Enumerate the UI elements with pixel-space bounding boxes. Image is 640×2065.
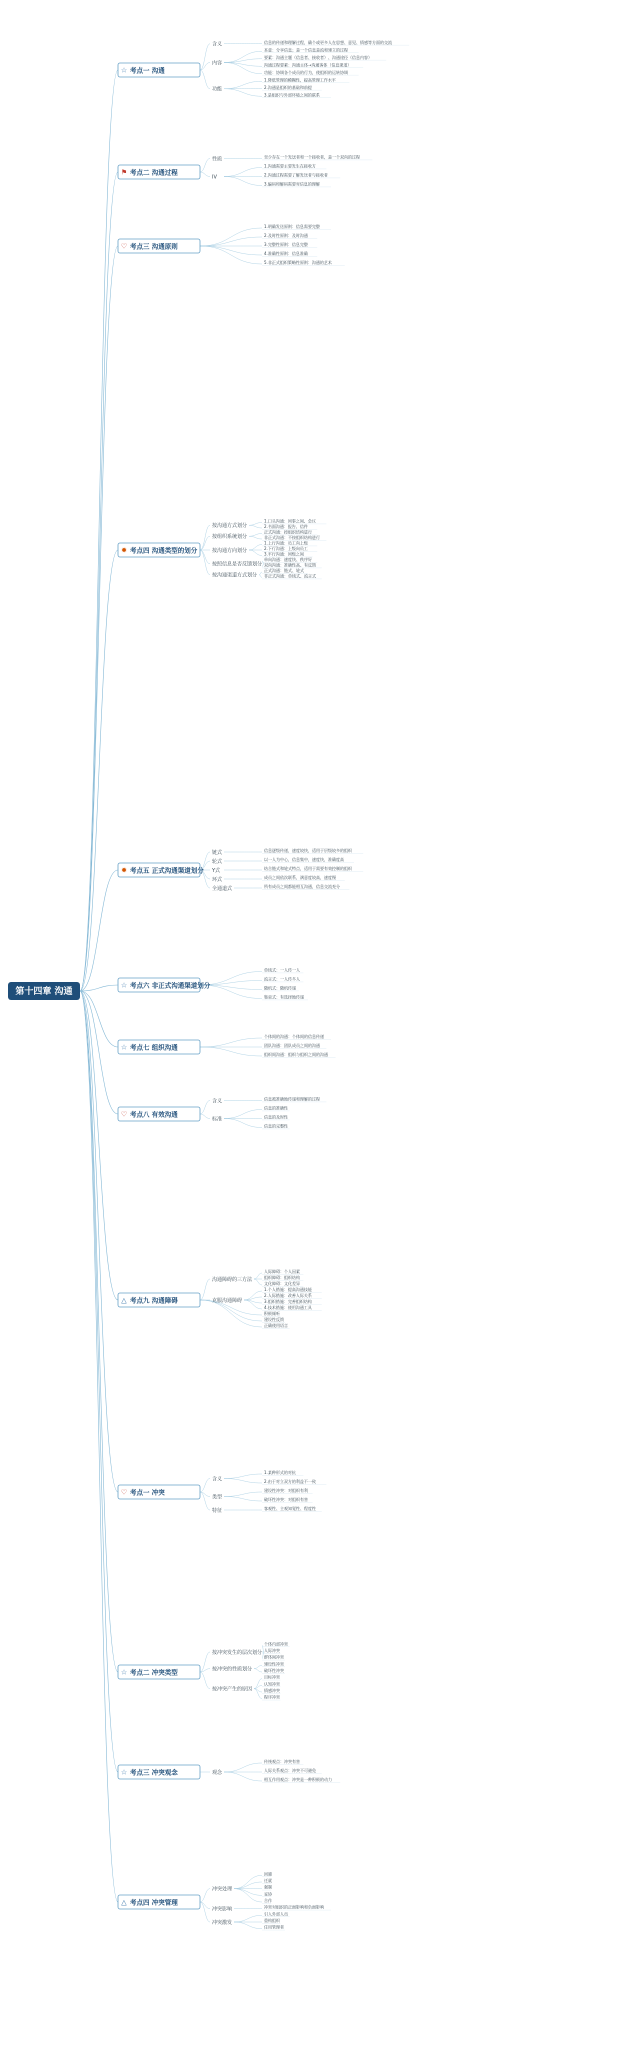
link (224, 177, 262, 186)
leaf-item: 信息被准确地传递和理解的过程 (264, 1096, 320, 1102)
star-icon: ☆ (120, 1043, 128, 1052)
leaf-item: 1.明确发送原则：信息需要完整 (264, 224, 320, 229)
section-node[interactable] (118, 239, 200, 253)
leaf-item: 信息的传递和理解过程，确个或更多人在思想、意见、情感等方面的交流 (264, 39, 392, 45)
heart-icon: ♡ (120, 1488, 128, 1497)
section-node[interactable] (118, 1665, 200, 1679)
leaf-item: 3.平行沟通：同级之间 (264, 551, 304, 557)
link (200, 70, 210, 89)
leaf-item: 信息的准确性 (264, 1105, 288, 1111)
link (249, 534, 262, 537)
group-label: Y式 (212, 867, 221, 874)
leaf-item: 建设性反馈 (264, 1317, 284, 1322)
leaf-item: 3.编码和解码需要对信息的理解 (264, 181, 320, 187)
leaf-item: 4.准确性原则：信息准确 (264, 251, 308, 256)
link (200, 1114, 210, 1119)
section-title: 考点六 非正式沟通渠道划分 (130, 981, 211, 990)
section-node[interactable] (118, 978, 211, 992)
section-title: 考点一 沟通 (130, 66, 165, 75)
leaf-item: 1.个人措施：提高沟通技能 (264, 1287, 312, 1292)
leaf-item: 破坏性冲突 (264, 1668, 284, 1673)
leaf-item: 回避 (264, 1871, 272, 1877)
leaf-item: 1.沟通需要主要发生在接收方 (264, 163, 316, 169)
leaf-item: 冲突对组织的正面影响和负面影响 (264, 1904, 324, 1910)
heart-icon: ♡ (120, 1110, 128, 1119)
leaf-item: 程序冲突 (264, 1694, 280, 1700)
leaf-item: 人际关系观点：冲突不可避免 (264, 1768, 316, 1773)
leaf-item: 成员之间依次联系，满意度较高，速度慢 (264, 875, 336, 880)
group-label: 特征 (212, 1507, 223, 1514)
group-label: 功能 (212, 86, 223, 93)
leaf-item: 2.下行沟通：上级向员工 (264, 546, 308, 551)
mind-map-nodes (118, 39, 392, 1930)
group-label: 按组织系统划分 (212, 534, 248, 541)
link (200, 1279, 210, 1300)
leaf-item: 正式沟通：按组织结构进行 (264, 529, 312, 535)
star-icon: ☆ (120, 1668, 128, 1677)
link (200, 237, 262, 246)
link (234, 1915, 262, 1922)
link (249, 525, 262, 528)
link (200, 172, 210, 177)
group-label: 观念 (212, 1769, 223, 1776)
section-node[interactable] (118, 165, 200, 179)
group-label: 类型 (212, 1494, 223, 1501)
section-title: 考点三 沟通原则 (130, 242, 178, 251)
link (249, 523, 262, 526)
link (259, 575, 262, 578)
leaf-item: 正确使用语言 (264, 1323, 288, 1328)
leaf-item: 要素：沟通主题（信息者、接收者）、沟通途径（信息内容） (264, 54, 372, 60)
link (234, 1882, 262, 1889)
link (80, 991, 118, 1492)
leaf-item: 信息逐级传递，速度较快，适用于层级较多的组织 (264, 848, 352, 853)
leaf-item: 双向沟通：准确性高、有反馈 (264, 562, 316, 568)
link (259, 572, 262, 575)
link (234, 1889, 262, 1896)
link (200, 159, 210, 173)
section-title: 考点八 有效沟通 (130, 1110, 178, 1119)
link (200, 1889, 210, 1902)
leaf-item: 客观性、主观知觉性、程度性 (264, 1506, 316, 1511)
leaf-item: 个体间的沟通：个体间的信息传递 (264, 1034, 324, 1039)
section-node[interactable] (118, 543, 200, 557)
leaf-item: 组织障碍：组织结构 (264, 1275, 300, 1280)
leaf-item: 积极倾听 (264, 1311, 280, 1316)
group-label: 标准 (212, 1116, 223, 1123)
link (80, 172, 118, 991)
link (224, 1119, 262, 1128)
leaf-item: 2.人际措施：改善人际关系 (264, 1293, 312, 1298)
leaf-item: 5.非正式组织策略性原则：沟通的艺术 (264, 260, 332, 265)
star-icon: ☆ (120, 981, 128, 990)
leaf-item: 正式沟通：链式、轮式 (264, 568, 304, 573)
link (254, 1665, 262, 1668)
link (200, 1479, 210, 1493)
group-label: 全通道式 (212, 885, 233, 892)
group-label: 链式 (212, 849, 223, 856)
link (254, 1273, 262, 1279)
leaf-item: 人际障碍：个人因素 (264, 1269, 300, 1274)
leaf-item: 本意：分享信息；是一个信息是流和建立的过程 (264, 47, 348, 53)
link (200, 1101, 210, 1115)
link (80, 70, 118, 991)
leaf-item: 3.组织措施：完善组织结构 (264, 1299, 312, 1304)
leaf-item: 情感冲突 (264, 1688, 280, 1693)
link (224, 1474, 262, 1479)
leaf-item: 建设性冲突 (264, 1661, 284, 1667)
leaf-item: 非正式沟通：不按组织结构进行 (264, 535, 320, 540)
leaf-item: 认知冲突 (264, 1681, 280, 1687)
mountain-icon: △ (121, 1296, 127, 1305)
leaf-item: 相互作用观点：冲突是一种积极的动力 (264, 1777, 332, 1782)
link (224, 89, 262, 97)
leaf-item: 至少存在一个发送者和一个接收者，是一个双向的过程 (264, 154, 360, 160)
group-label: 冲突处理 (212, 1886, 233, 1893)
section-node[interactable] (118, 63, 200, 77)
mountain-icon: △ (121, 1898, 127, 1907)
leaf-item: 信息的及时性 (264, 1114, 288, 1120)
link (224, 168, 262, 177)
link (224, 81, 262, 89)
link (234, 1922, 262, 1929)
link (254, 1279, 262, 1285)
leaf-item: 1.某种形式的对抗 (264, 1470, 296, 1475)
section-title: 考点四 冲突管理 (130, 1898, 178, 1907)
leaf-item: 任用管理者 (264, 1924, 284, 1930)
leaf-item: 2.由于对立双方的利益不一致 (264, 1479, 316, 1484)
group-label: 按沟通方式划分 (212, 523, 248, 530)
link (224, 1492, 262, 1497)
group-label: 冲突影响 (212, 1906, 233, 1913)
section-title: 考点四 沟通类型的划分 (130, 546, 198, 555)
group-label: 沟通障碍的三方法 (212, 1276, 253, 1283)
link (200, 246, 262, 264)
section-node[interactable] (118, 863, 204, 877)
link (234, 1889, 262, 1902)
fire-icon: ✹ (121, 546, 127, 555)
section-title: 考点九 沟通障碍 (130, 1296, 178, 1305)
leaf-item: 4.技术措施：使用沟通工具 (264, 1305, 312, 1310)
leaf-item: 集束式：有选择地传递 (264, 994, 304, 1000)
leaf-item: 重构组织 (264, 1918, 280, 1923)
link (80, 991, 118, 1672)
leaf-item: 群体间冲突 (264, 1654, 284, 1660)
link (200, 1902, 210, 1922)
leaf-item: 信息的完整性 (264, 1123, 288, 1129)
link (224, 1110, 262, 1119)
link (200, 1047, 262, 1056)
link (80, 991, 118, 1300)
section-title: 考点三 冲突观念 (130, 1768, 178, 1777)
link (200, 1038, 262, 1047)
leaf-item: 人际冲突 (264, 1648, 280, 1653)
leaf-item: 3.是组织与外部环境之间的联系 (264, 92, 320, 98)
leaf-item: 非正式沟通：单线式、流言式 (264, 573, 316, 579)
leaf-item: 3.完整性原则：信息完整 (264, 242, 308, 247)
leaf-item: 2.沟通过程需要了解发送者与接收者 (264, 172, 328, 178)
leaf-item: 合作 (264, 1898, 272, 1903)
leaf-item: 团队沟通：团队成员之间的沟通 (264, 1043, 320, 1048)
group-label: 轮式 (212, 858, 223, 865)
section-node[interactable] (118, 1485, 200, 1499)
link (254, 1669, 262, 1672)
link (80, 985, 118, 991)
leaf-item: 个体内部冲突 (264, 1641, 288, 1647)
link (249, 550, 262, 556)
group-label: 按沟通方向划分 (212, 547, 248, 554)
link (234, 1875, 262, 1888)
flag-icon: ⚑ (120, 168, 128, 177)
link (200, 1492, 210, 1510)
link (200, 550, 210, 575)
leaf-item: 妥协 (264, 1891, 272, 1897)
link (200, 1672, 210, 1689)
star-icon: ☆ (120, 1768, 128, 1777)
section-node[interactable] (118, 1765, 200, 1779)
leaf-item: 2.沟通是组织的基础和前提 (264, 84, 312, 90)
link (200, 525, 210, 550)
leaf-item: 随机式：随机传递 (264, 985, 296, 991)
leaf-item: 组织间沟通：组织与组织之间的沟通 (264, 1052, 328, 1057)
link (224, 1772, 262, 1781)
leaf-item: 所有成员之间都能相互沟通，信息交流充分 (264, 884, 340, 889)
section-title: 考点七 组织沟通 (130, 1043, 178, 1052)
group-label: 含义 (212, 1098, 223, 1105)
section-node[interactable] (118, 1040, 200, 1054)
root-node[interactable] (8, 982, 80, 1000)
group-label: 内容 (212, 60, 223, 67)
root-title: 第十四章 沟通 (15, 987, 73, 997)
leaf-item: 强制 (264, 1884, 272, 1890)
section-title: 考点二 沟通过程 (130, 168, 178, 177)
link (80, 246, 118, 991)
leaf-item: 1.上行沟通：员工向上级 (264, 540, 308, 546)
leaf-item: 功能：协调各个成员的行为，使组织的运转协调 (264, 69, 348, 75)
leaf-item: 单向沟通：速度快、秩序好 (264, 557, 312, 562)
link (80, 870, 118, 991)
section-node[interactable] (118, 1293, 200, 1307)
group-label: 含义 (212, 41, 223, 48)
leaf-item: 2.及时性原则：及时沟通 (264, 233, 308, 238)
leaf-item: 单线式：一人传一人 (264, 967, 300, 973)
section-title: 考点五 正式沟通渠道划分 (130, 866, 204, 875)
link (224, 1763, 262, 1772)
leaf-item: 迁就 (264, 1878, 272, 1883)
leaf-item: 传统观点：冲突有害 (264, 1759, 300, 1764)
group-label: 按冲突的性质划分 (212, 1666, 253, 1673)
group-label: 含义 (212, 1476, 223, 1483)
leaf-item: 1.口头沟通：同事之间、会议 (264, 518, 316, 524)
leaf-item: 1.降低管理的模糊性，提高管理工作水平 (264, 77, 336, 83)
star-icon: ☆ (120, 66, 128, 75)
link (200, 246, 262, 255)
fire-icon: ✹ (121, 866, 127, 875)
link (249, 545, 262, 551)
leaf-item: 流言式：一人传多人 (264, 976, 300, 982)
group-label: 克服沟通障碍 (212, 1297, 243, 1304)
leaf-item: 破坏性冲突：对组织有害 (264, 1497, 308, 1502)
leaf-item: 以一人为中心，信息集中，速度快，准确度高 (264, 857, 344, 862)
group-label: 冲突激发 (212, 1919, 233, 1926)
heart-icon: ♡ (120, 242, 128, 251)
group-label: 环式 (212, 876, 223, 883)
link (80, 991, 118, 1902)
group-label: 按照信息是否反馈划分 (212, 561, 263, 568)
link (224, 1497, 262, 1502)
leaf-item: 文化障碍：文化差异 (264, 1281, 300, 1286)
group-label: 按冲突发生的层次划分 (212, 1649, 263, 1656)
section-node[interactable] (118, 1895, 200, 1909)
group-label: IV (212, 174, 217, 181)
leaf-item: 2.书面沟通：报告、信件 (264, 524, 308, 529)
leaf-item: 结合链式和轮式特点，适用于需要有效控制的组织 (264, 866, 352, 871)
leaf-item: 建设性冲突：对组织有利 (264, 1488, 308, 1493)
leaf-item: 沟通过程要素：沟通主体→沟通客体（信息渠道） (264, 62, 352, 68)
leaf-item: 引入外部人员 (264, 1911, 288, 1917)
group-label: 按沟通渠道方式划分 (212, 572, 258, 579)
group-label: 性质 (212, 156, 223, 163)
link (200, 228, 262, 246)
group-label: 按冲突产生的原因 (212, 1686, 253, 1693)
section-title: 考点一 冲突 (130, 1488, 165, 1497)
link (224, 1479, 262, 1484)
link (249, 536, 262, 539)
section-node[interactable] (118, 1107, 200, 1121)
link (80, 991, 118, 1772)
leaf-item: 目标冲突 (264, 1674, 280, 1680)
link (200, 1669, 210, 1672)
section-title: 考点二 冲突类型 (130, 1668, 178, 1677)
